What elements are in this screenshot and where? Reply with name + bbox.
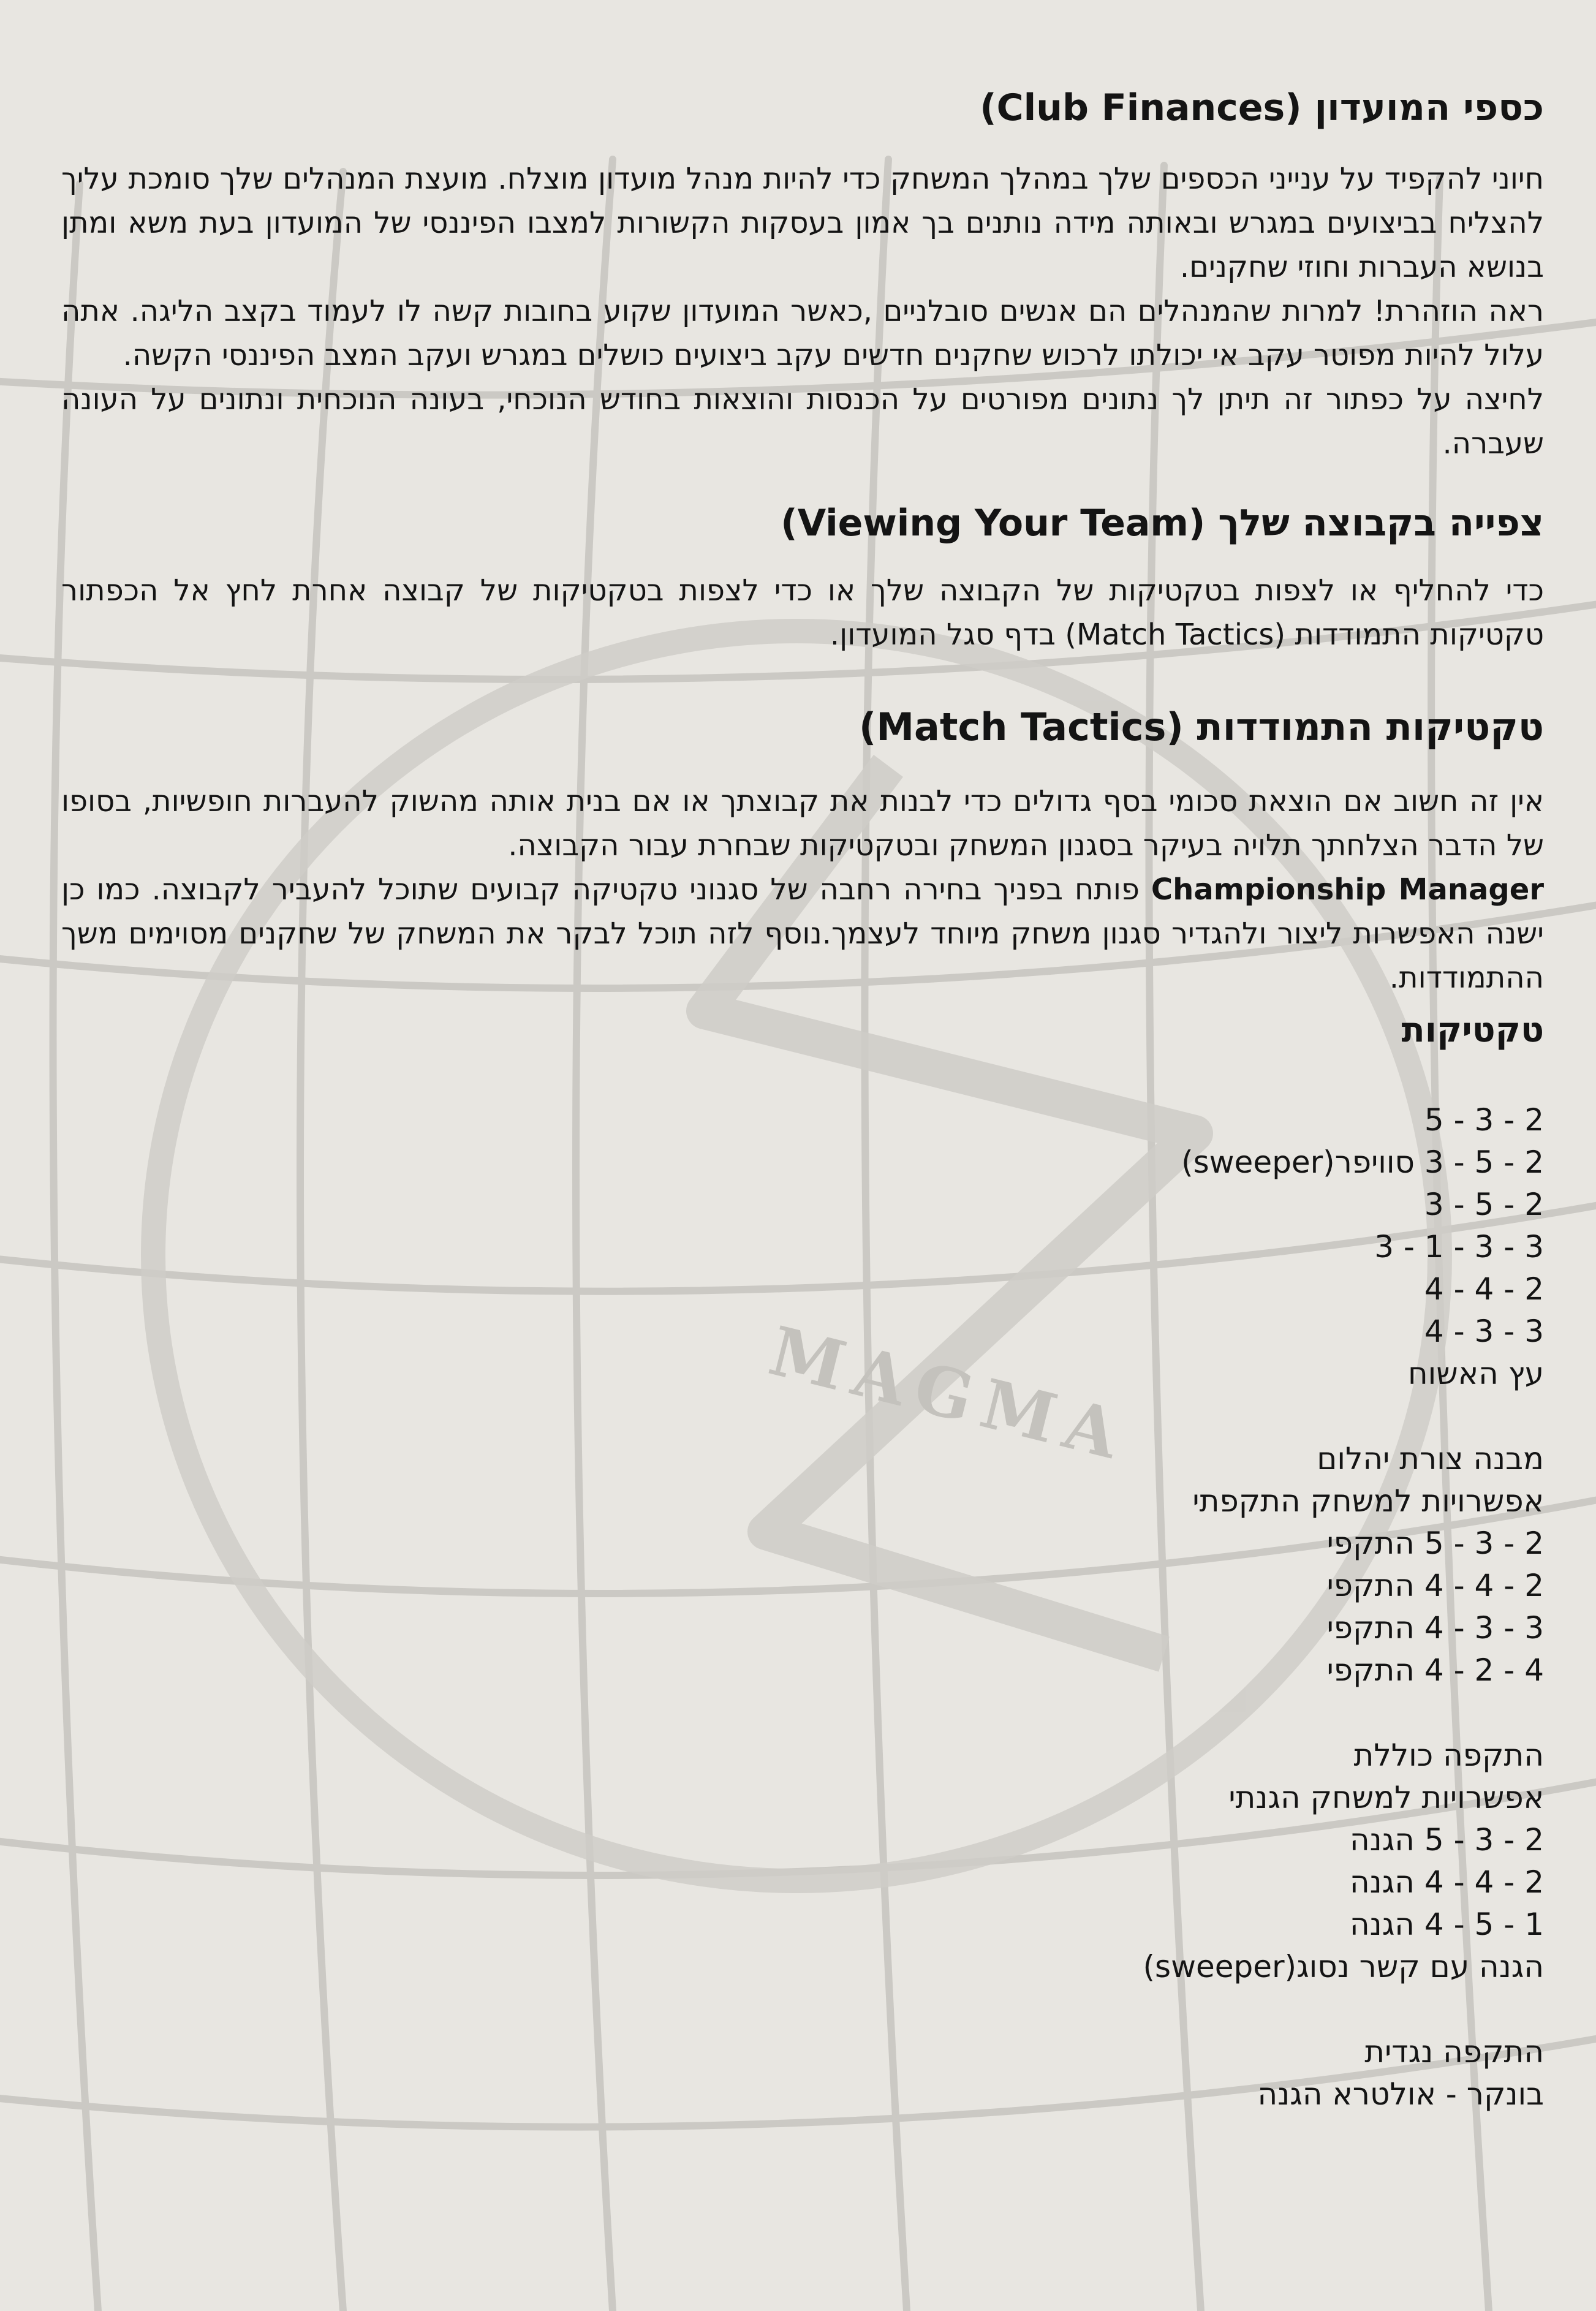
tactic-item: 2 - 4 - 4 xyxy=(1424,1271,1544,1307)
tactics-subtitle: טקטיקות xyxy=(1401,1010,1544,1051)
tactic-item: הגנה עם קשר נסוג(sweeper) xyxy=(1143,1948,1544,1984)
club-finances-paragraph-1: חיוני להקפיד על ענייני הכספים שלך במהלך המשחק כדי להיות מנהל מועדון מוצלח. מועצת המנהלים שלך סומכת עליך להצליח בביצועים במגרש ובאותה מידה נותנים בך אמון בעסקות הקשורות למצבו הפיננסי של המועדון בעת משא ומתן בנושא העברות וחוזי שחקנים. xyxy=(61,162,1544,284)
match-tactics-paragraph-2-text: פותח בפניך בחירה רחבה של סגנוני טקטיקה קבועים שתוכל להעביר לקבוצה. כמו כן ישנה האפשרות ליצור ולהגדיר סגנון משחק מיוחד לעצמך.נוסף לזה תוכל לבקר את המשחק של שחקנים מסוימים משך ההתמודדות. xyxy=(61,872,1544,996)
tactic-item: 3 - 3 - 4 xyxy=(1424,1313,1544,1349)
tactic-item: 3 - 3 - 4 התקפי xyxy=(1326,1609,1544,1646)
tactic-item: בונקר - אולטרא הגנה xyxy=(1257,2076,1544,2112)
tactic-item: 3 - 3 - 1 - 3 xyxy=(1374,1228,1544,1265)
tactic-item: 1 - 5 - 4 הגנה xyxy=(1350,1906,1544,1942)
tactic-item: 2 - 3 - 5 התקפי xyxy=(1326,1525,1544,1561)
tactic-item: 2 - 4 - 4 התקפי xyxy=(1326,1567,1544,1603)
championship-manager-brand: Championship Manager xyxy=(1151,872,1544,907)
match-tactics-paragraph-2 xyxy=(61,868,1544,1000)
tactics-list-group-2 xyxy=(61,1438,1544,1692)
club-finances-paragraph-3: לחיצה על כפתור זה תיתן לך נתונים מפורטים על הכנסות והוצאות בחודש הנוכחי, בעונה הנוכחית ונתונים על העונה שעברה. xyxy=(61,382,1544,461)
tactic-item: 2 - 3 - 5 xyxy=(1424,1102,1544,1138)
section-title-viewing-your-team: צפייה בקבוצה שלך (Viewing Your Team) xyxy=(781,502,1544,545)
tactic-item: אפשרויות למשחק הגנתי xyxy=(1228,1779,1544,1815)
section-title-club-finances: כספי המועדון (Club Finances) xyxy=(980,86,1544,129)
section-title-match-tactics: טקטיקות התמודדות (Match Tactics) xyxy=(859,705,1544,749)
tactics-list-group-3 xyxy=(61,1734,1544,1988)
tactic-item: 2 - 3 - 5 הגנה xyxy=(1350,1821,1544,1858)
page-content xyxy=(61,86,1544,2116)
watermark-text: MAGMA xyxy=(762,1311,1137,1477)
tactic-item: התקפה כוללת xyxy=(1353,1737,1544,1773)
tactic-item: מבנה צורת יהלום xyxy=(1317,1440,1544,1477)
club-finances-paragraph-2: ראה הוזהרת! למרות שהמנהלים הם אנשים סובלניים ,כאשר המועדון שקוע בחובות קשה לו לעמוד בקצב הליגה. אתה עלול להיות מפוטר עקב אי יכולתו לרכוש שחקנים חדשים עקב ביצועים כושלים במגרש ועקב המצב הפיננסי הקשה. xyxy=(61,294,1544,373)
tactics-list-group-4 xyxy=(61,2031,1544,2116)
tactic-item: אפשרויות למשחק התקפתי xyxy=(1192,1483,1544,1519)
tactic-item: 2 - 4 - 4 הגנה xyxy=(1350,1864,1544,1900)
viewing-team-paragraph: כדי להחליף או לצפות בטקטיקות של הקבוצה שלך או כדי לצפות בטקטיקות של קבוצה אחרת לחץ אל הכפתור טקטיקות התמודדות (Match Tactics) בדף סגל המועדון. xyxy=(61,573,1544,652)
tactics-list-group-1 xyxy=(61,1099,1544,1395)
tactic-item: 4 - 2 - 4 התקפי xyxy=(1326,1652,1544,1688)
tactic-item: 2 - 5 - 3 סוויפר(sweeper) xyxy=(1181,1144,1544,1180)
tactic-item: 2 - 5 - 3 xyxy=(1424,1186,1544,1222)
match-tactics-paragraph-1: אין זה חשוב אם הוצאת סכומי בסף גדולים כדי לבנות את קבוצתך או אם בנית אותה מהשוק להעברות חופשיות, בסופו של הדבר הצלחתך תלויה בעיקר בסגנון המשחק ובטקטיקות שבחרת עבור הקבוצה. xyxy=(61,784,1544,863)
tactic-item: התקפה נגדית xyxy=(1364,2033,1544,2070)
tactic-item: עץ האשוח xyxy=(1408,1355,1544,1391)
